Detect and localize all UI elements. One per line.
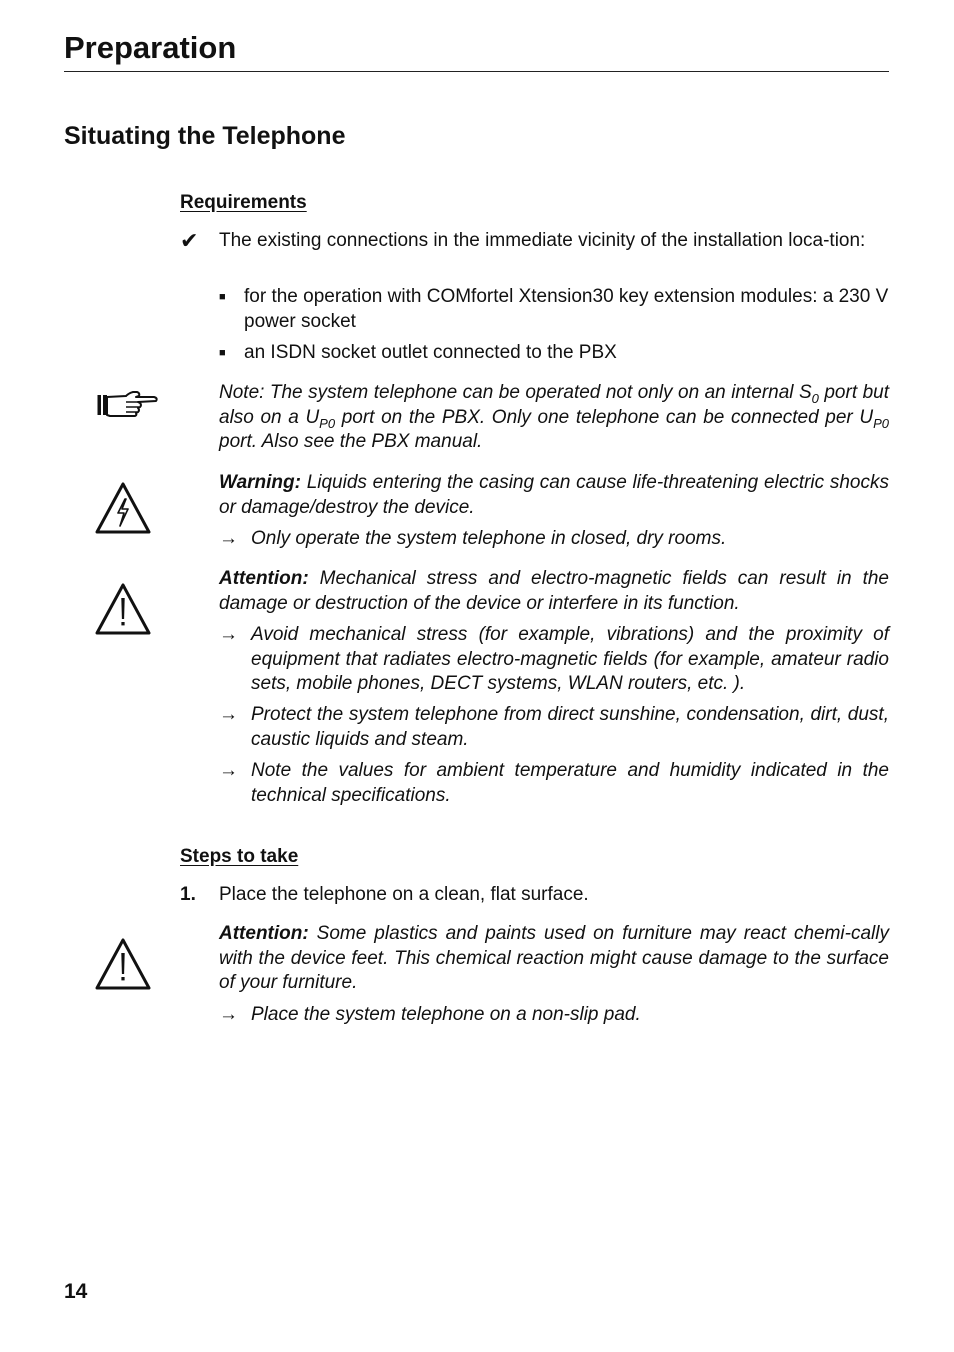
note-text: Note: The system telephone can be operated not only on an internal $S_0$ port but also on a $U_{P0}$ port on the PBX. Only one telephone can be connected per $U_{P0}$ port. Also see the PBX manual. — [219, 382, 889, 453]
caution-icon — [94, 937, 152, 991]
check-mark-icon: ✔ — [180, 228, 199, 253]
step-text: Place the telephone on a clean, flat surface. — [219, 884, 589, 905]
bullet-icon: ■ — [219, 347, 226, 359]
chapter-title: Preparation — [64, 30, 237, 65]
attention-text: Attention: Some plastics and paints used on furniture may react chemi-cally with the device feet. This chemical reaction might cause damage to the surface of your furniture. — [219, 923, 889, 994]
bullet-item — [219, 285, 889, 334]
warning-text: Warning: Liquids entering the casing can cause life-threatening electric shocks or damage/destroy the device. — [219, 472, 889, 518]
arrow-icon: → — [219, 760, 238, 781]
bullet-item — [219, 341, 889, 366]
section-title: Situating the Telephone — [64, 122, 346, 150]
pointing-hand-icon — [96, 388, 160, 420]
attention-text: Attention: Mechanical stress and electro-magnetic fields can result in the damage or destruction of the device or interfere in its function. — [219, 568, 889, 614]
action-text: Avoid mechanical stress (for example, vibrations) and the proximity of equipment that radiates electro-magnetic fields (for example, amateur radio sets, mobile phones, DECT systems, WLAN routers, etc. ). — [251, 624, 889, 695]
bullet-text: an ISDN socket outlet connected to the PBX — [244, 342, 617, 363]
warning-label: Warning: — [219, 472, 301, 493]
action-text: Place the system telephone on a non-slip pad. — [251, 1004, 641, 1025]
action-item — [219, 703, 889, 752]
arrow-icon: → — [219, 704, 238, 725]
action-item — [219, 623, 889, 697]
attention-label: Attention: — [219, 923, 309, 944]
action-text: Note the values for ambient temperature and humidity indicated in the technical specifications. — [251, 760, 889, 806]
steps-heading: Steps to take — [180, 846, 299, 867]
step-number: 1. — [180, 884, 196, 905]
arrow-icon: → — [219, 528, 238, 549]
step-item — [180, 883, 889, 908]
attention-label: Attention: — [219, 568, 309, 589]
requirement-item — [180, 229, 889, 254]
arrow-icon: → — [219, 624, 238, 645]
action-text: Only operate the system telephone in closed, dry rooms. — [251, 528, 727, 549]
action-text: Protect the system telephone from direct sunshine, condensation, dirt, dust, caustic liquids and steam. — [251, 704, 889, 750]
bullet-text: for the operation with COMfortel Xtension30 key extension modules: a 230 V power socket — [244, 286, 889, 332]
arrow-icon: → — [219, 1004, 238, 1025]
requirement-text: The existing connections in the immediate vicinity of the installation loca-tion: — [219, 230, 866, 251]
header-divider — [64, 71, 889, 72]
action-item — [219, 759, 889, 808]
caution-icon — [94, 582, 152, 636]
page-number: 14 — [64, 1280, 88, 1303]
requirements-heading: Requirements — [180, 192, 307, 213]
electric-warning-icon — [94, 481, 152, 535]
bullet-icon: ■ — [219, 291, 226, 303]
action-item — [219, 1003, 889, 1028]
action-item — [219, 527, 889, 552]
